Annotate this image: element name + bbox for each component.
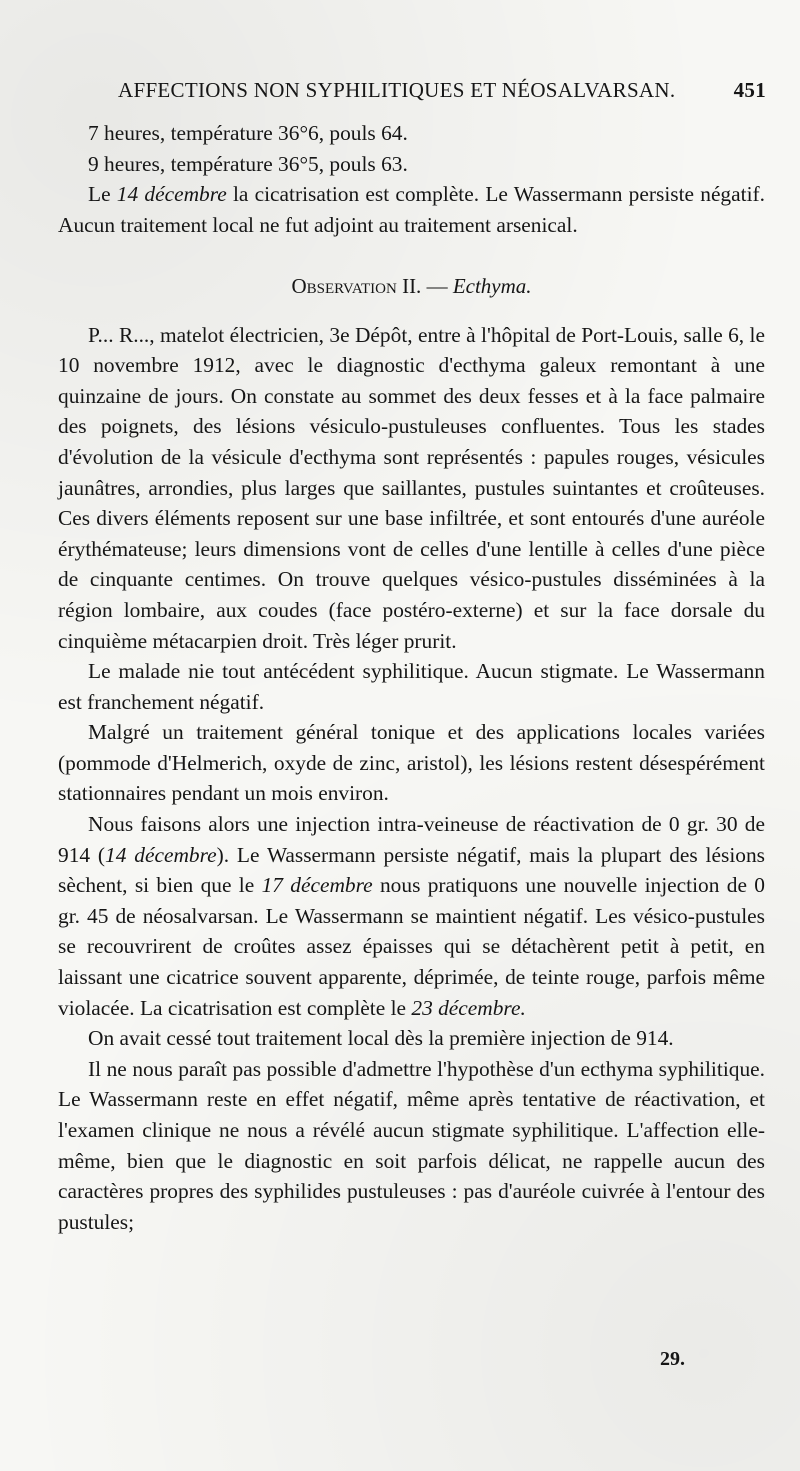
text-run: ). Le Wassermann persiste négatif, mais la plupart des lésions sèchent, si bien que le: [58, 842, 765, 898]
observation-dash: —: [421, 273, 453, 298]
text-run: Le: [88, 182, 117, 207]
date-italic: 14 décembre: [105, 842, 217, 867]
running-title: AFFECTIONS NON SYPHILITIQUES ET NÉOSALVARSAN.: [118, 78, 676, 102]
spacer: [58, 302, 765, 320]
date-italic: 14 décembre: [116, 182, 227, 207]
paragraph-temperature-9h: 9 heures, température 36°5, pouls 63.: [88, 151, 408, 176]
paragraph-local-treatment: On avait cessé tout traitement local dès la première injection de 914.: [88, 1026, 674, 1051]
paragraph-antecedents: Le malade nie tout antécédent syphilitique. Aucun stigmate. Le Wassermann est franchement négatif.: [58, 659, 765, 714]
text-run: la cicatrisation est complète. Le Wassermann persiste négatif. Aucun traitement local ne fut adjoint au traitement arsenical.: [58, 182, 765, 237]
paragraph-cicatrisation: [58, 179, 765, 240]
text-run: nous pratiquons une nouvelle injection de 0 gr. 45 de néosalvarsan. Le Wassermann se maintient négatif. Les vésico-pustules se recouvrirent de croûtes assez épaisses qui se détachèrent petit à petit, en laissant une cicatrice souvent apparente, déprimée, de teinte rouge, parfois même violacée. La cicatrisation est complète le: [58, 873, 765, 1020]
body-text: [58, 118, 765, 1237]
date-italic: 23 décembre.: [411, 995, 526, 1020]
observation-heading: [58, 271, 765, 302]
spacer: [58, 240, 765, 271]
observation-label: Observation II.: [291, 273, 422, 298]
observation-name: Ecthyma.: [452, 273, 532, 298]
paragraph-treatment: Malgré un traitement général tonique et des applications locales variées (pommode d'Helmerich, oxyde de zinc, aristol), les lésions restent désespérément stationnaires pendant un mois environ.: [58, 720, 765, 806]
signature-mark: 29.: [660, 1348, 685, 1370]
paragraph-discussion: Il ne nous paraît pas possible d'admettre l'hypothèse d'un ecthyma syphilitique. Le Wassermann reste en effet négatif, même après tentative de réactivation, et l'examen clinique ne nous a révélé aucun stigmate syphilitique. L'affection elle-même, bien que le diagnostic en soit parfois délicat, ne rappelle aucun des caractères propres des syphilides pustuleuses : pas d'auréole cuivrée à l'entour des pustules;: [58, 1056, 765, 1234]
page-number: 451: [733, 78, 766, 102]
paragraph-injection: [58, 809, 765, 1023]
text-run: Nous faisons alors une injection intra-veineuse de réactivation de 0 gr. 30 de 914 (: [58, 812, 765, 867]
paragraph-case-description: P... R..., matelot électricien, 3e Dépôt, entre à l'hôpital de Port-Louis, salle 6, le 10 novembre 1912, avec le diagnostic d'ecthyma galeux remontant à une quinzaine de jours. On constate au sommet des deux fesses et à la face palmaire des poignets, des lésions vésiculo-pustuleuses confluentes. Tous les stades d'évolution de la vésicule d'ecthyma sont représentés : papules rouges, vésicules jaunâtres, arrondies, plus larges que saillantes, pustules suintantes et croûteuses. Ces divers éléments reposent sur une base infiltrée, et sont entourés d'une auréole érythémateuse; leurs dimensions vont de celles d'une lentille à celles d'une pièce de cinquante centimes. On trouve quelques vésico-pustules disséminées à la région lombaire, aux coudes (face postéro-externe) et sur la face dorsale du cinquième métacarpien droit. Très léger prurit.: [58, 322, 765, 653]
paragraph-temperature-7h: 7 heures, température 36°6, pouls 64.: [88, 121, 408, 145]
date-italic: 17 décembre: [261, 873, 373, 898]
running-header: [118, 78, 766, 103]
